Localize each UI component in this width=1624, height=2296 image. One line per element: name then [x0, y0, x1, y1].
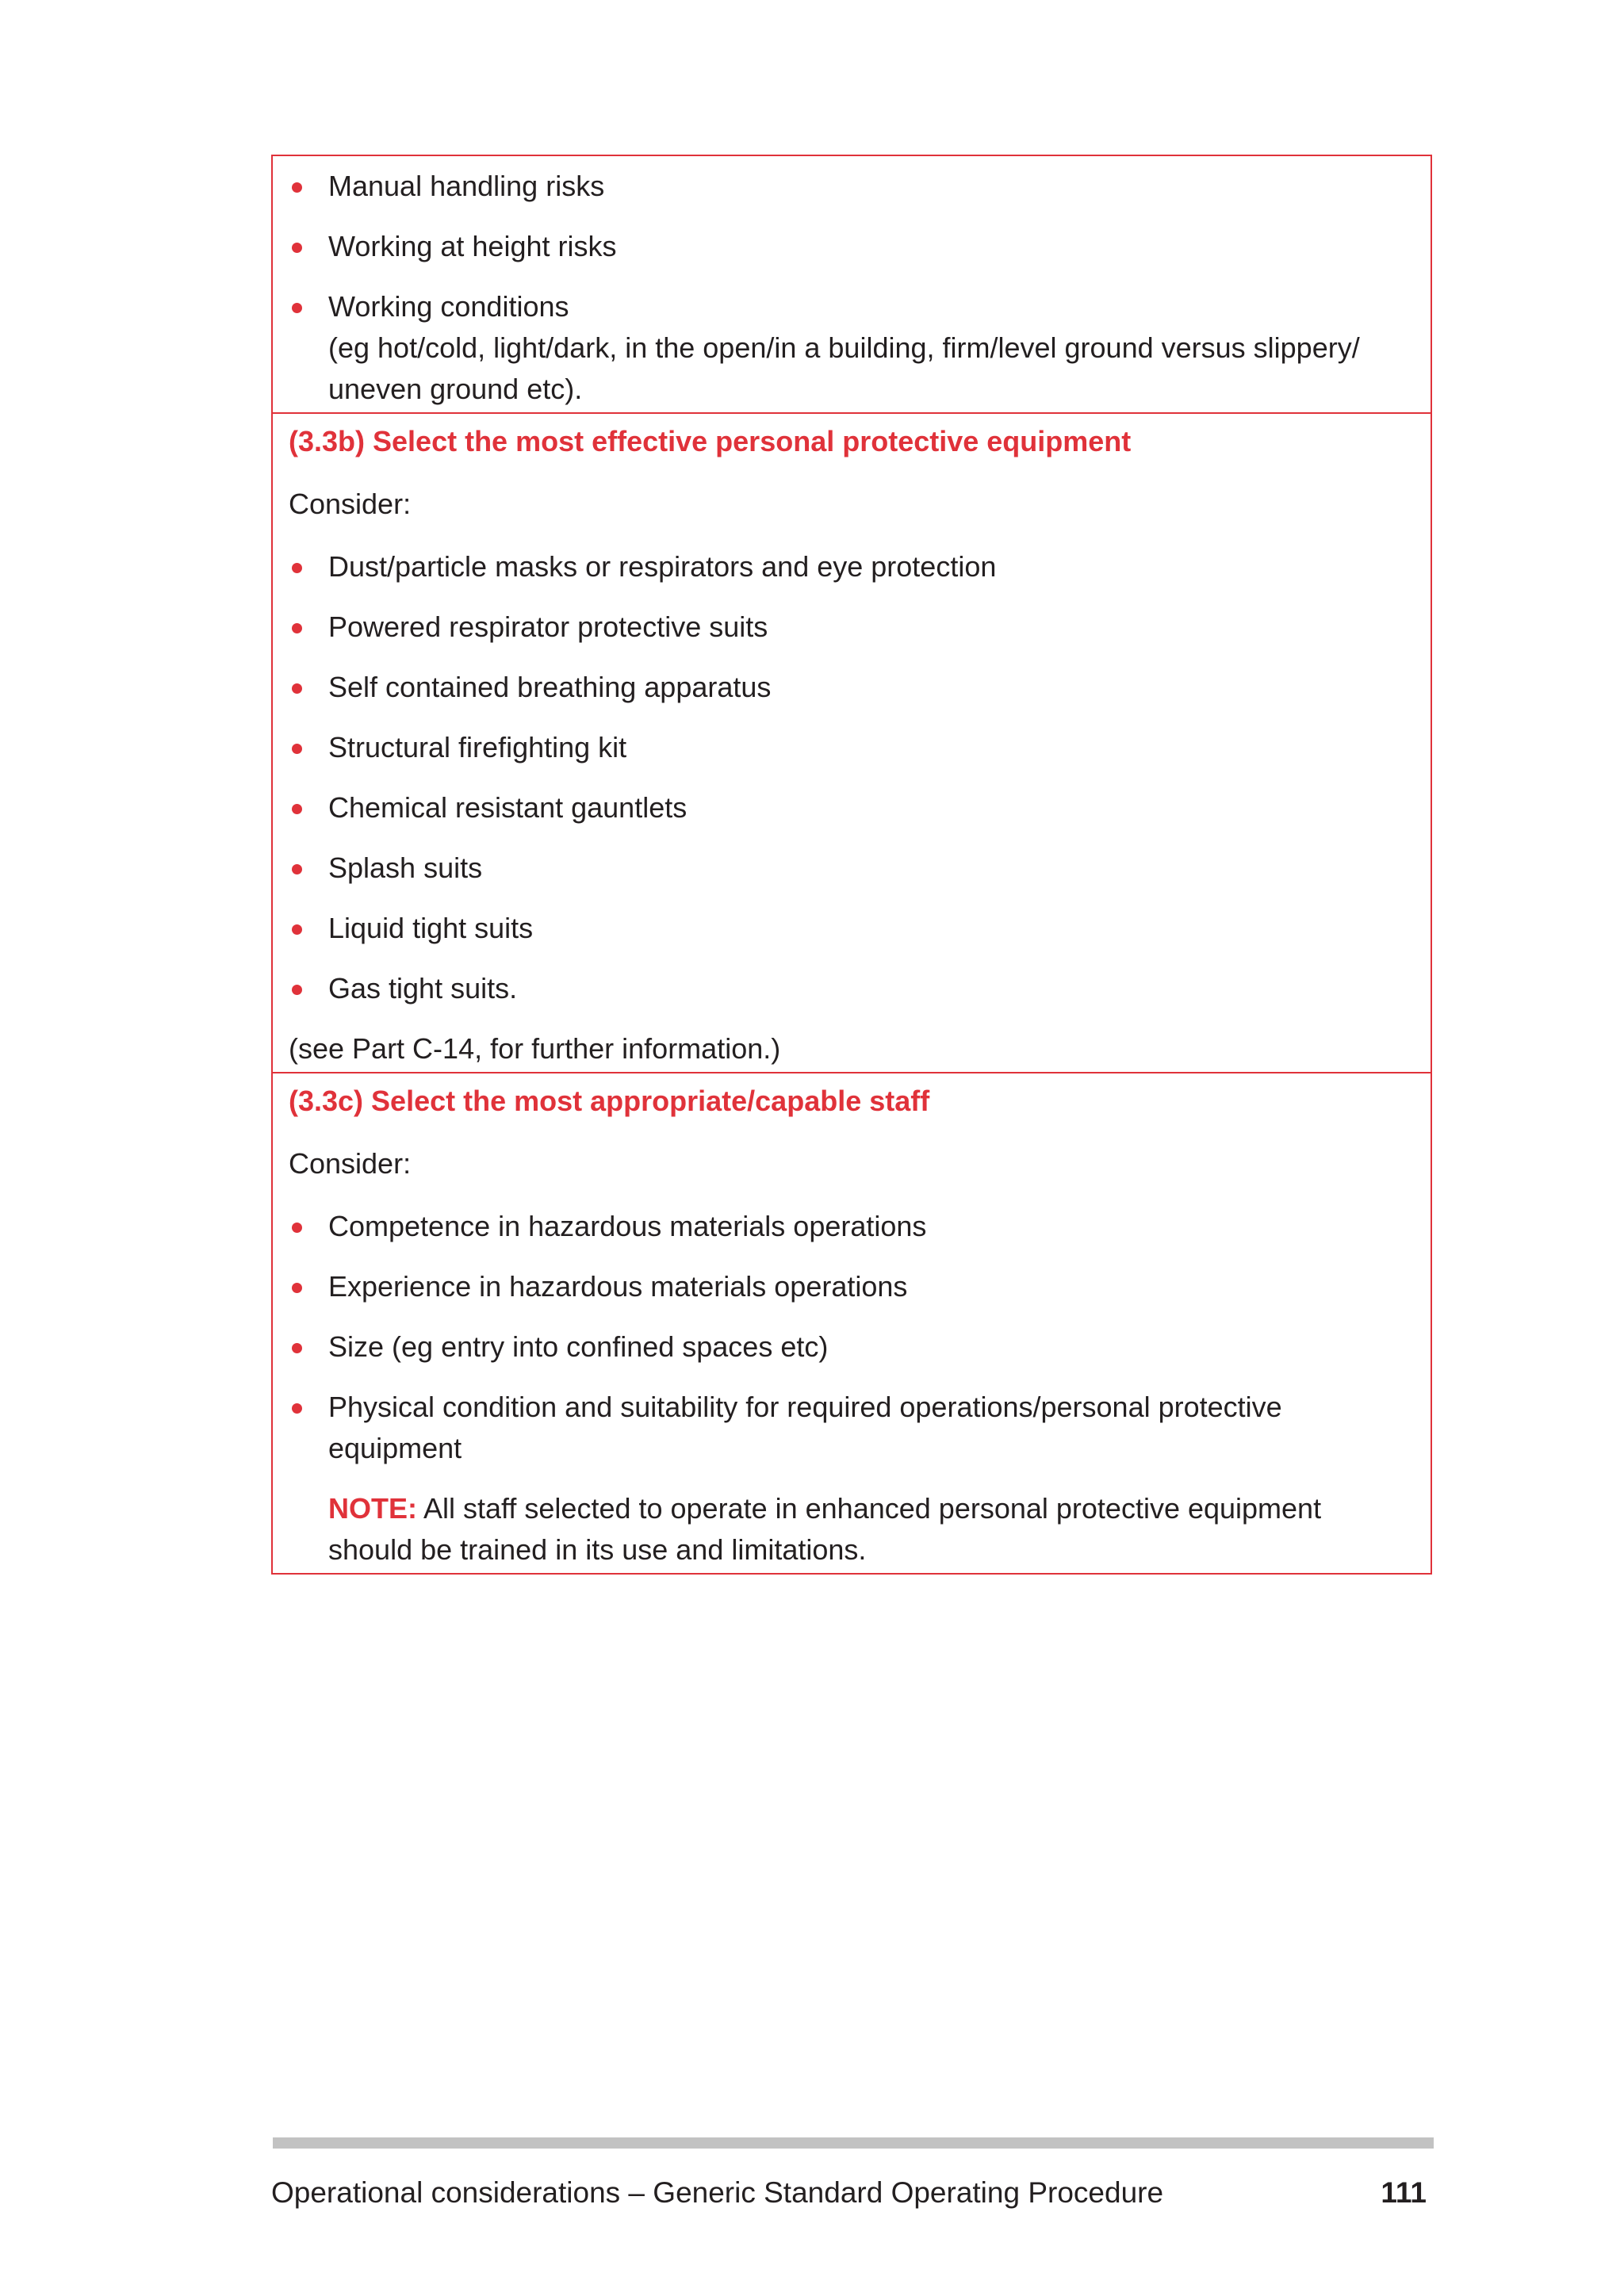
list-item-detail: (eg hot/cold, light/dark, in the open/in a building, firm/level ground versus slippery/ uneven ground etc). — [328, 331, 1360, 405]
bullet-dot-icon — [292, 804, 302, 814]
bullet-dot-icon — [292, 924, 302, 935]
bullet-dot-icon — [292, 985, 302, 995]
bullet-dot-icon — [292, 744, 302, 754]
bullet-dot-icon — [292, 563, 302, 573]
bullet-dot-icon — [292, 864, 302, 874]
list-item: Size (eg entry into confined spaces etc) — [289, 1326, 1383, 1368]
note-text: All staff selected to operate in enhanced personal protective equipment should be trained in its use and limitations. — [328, 1492, 1322, 1566]
further-info-note: (see Part C-14, for further information.) — [289, 1032, 781, 1065]
list-item: Structural firefighting kit — [289, 727, 1383, 768]
footer-title: Operational considerations – Generic Standard Operating Procedure — [271, 2176, 1164, 2209]
bullet-dot-icon — [292, 1403, 302, 1414]
list-item: Dust/particle masks or respirators and eye protection — [289, 546, 1383, 587]
list-item: Physical condition and suitability for required operations/personal protective equipment — [289, 1387, 1383, 1469]
page-number: 111 — [1381, 2176, 1427, 2209]
list-item: Splash suits — [289, 848, 1383, 889]
bullet-dot-icon — [292, 623, 302, 633]
list-item: Powered respirator protective suits — [289, 607, 1383, 648]
bullet-dot-icon — [292, 683, 302, 694]
bullet-dot-icon — [292, 182, 302, 193]
list-item: Chemical resistant gauntlets — [289, 787, 1383, 828]
list-item: Manual handling risks — [289, 166, 1383, 207]
section-hazard-risks — [273, 156, 1431, 412]
consider-label: Consider: — [289, 488, 412, 520]
bullet-dot-icon — [292, 1223, 302, 1233]
section-heading: (3.3c) Select the most appropriate/capable staff — [289, 1085, 930, 1117]
bullet-dot-icon — [292, 1343, 302, 1353]
note-label: NOTE: — [328, 1492, 417, 1525]
list-item: Experience in hazardous materials operations — [289, 1266, 1383, 1307]
content-table — [271, 155, 1432, 1575]
consider-label: Consider: — [289, 1147, 412, 1180]
list-item: Gas tight suits. — [289, 968, 1383, 1009]
footer-divider — [273, 2137, 1434, 2149]
bullet-dot-icon — [292, 303, 302, 313]
list-item: Liquid tight suits — [289, 908, 1383, 949]
note-block — [328, 1488, 1391, 1571]
section-heading: (3.3b) Select the most effective personal protective equipment — [289, 425, 1132, 457]
list-item: Working conditions (eg hot/cold, light/dark, in the open/in a building, firm/level ground versus slippery/ uneven ground etc). — [289, 286, 1383, 410]
bullet-dot-icon — [292, 1283, 302, 1293]
bullet-dot-icon — [292, 243, 302, 253]
section-staff — [273, 1072, 1431, 1573]
list-item: Working at height risks — [289, 226, 1383, 267]
section-ppe — [273, 412, 1431, 1072]
list-item: Self contained breathing apparatus — [289, 667, 1383, 708]
list-item: Competence in hazardous materials operations — [289, 1206, 1383, 1247]
